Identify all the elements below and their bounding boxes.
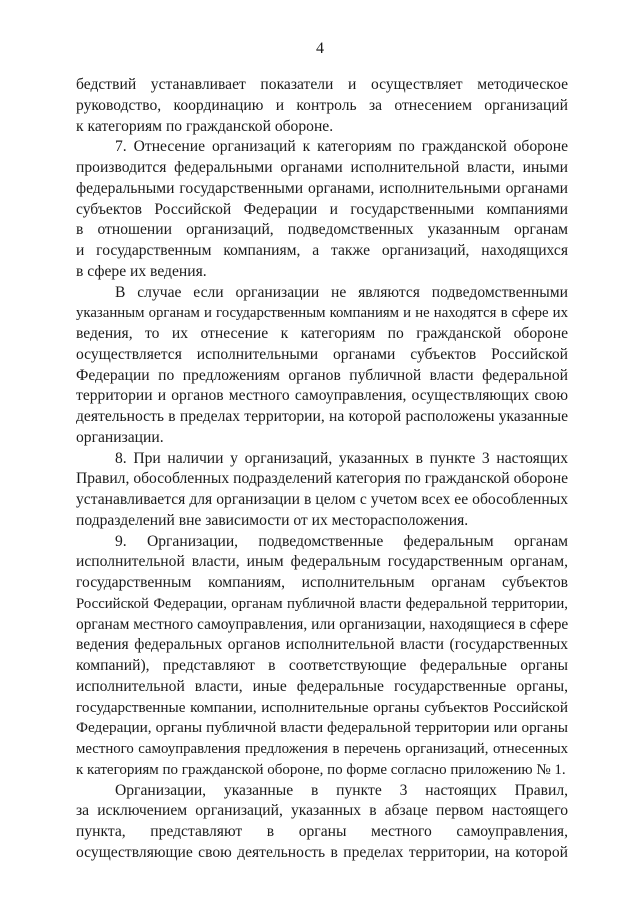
text-line: пункта, представляют в органы местного самоуправления, [76, 823, 568, 840]
text-line: 9. Организации, подведомственные федеральным органам [115, 532, 568, 550]
text-line: Российской Федерации, органам публичной власти федеральной территории, [76, 595, 568, 612]
text-line: осуществляется исполнительными органами субъектов Российской [76, 345, 568, 363]
text-line: указанным органам и государственным компаниям и не находятся в сфере их [76, 305, 568, 322]
text-line: 8. При наличии у организаций, указанных в пункте 3 настоящих [115, 449, 568, 467]
text-line: руководство, координацию и контроль за отнесением организаций [76, 96, 568, 114]
text-line: ведения, то их отнесение к категориям по гражданской обороне [76, 325, 568, 342]
text-line: в сфере их ведения. [76, 262, 207, 280]
text-line: организации. [76, 428, 164, 446]
text-line: федеральными государственными органами, исполнительными органами [76, 179, 568, 197]
text-line: осуществляющие свою деятельность в пределах территории, на которой [76, 843, 568, 861]
text-line: органам местного самоуправления, или организации, находящиеся в сфере [76, 615, 569, 633]
text-line: В случае если организации не являются подведомственными [115, 283, 568, 301]
text-line: бедствий устанавливает показатели и осуществляет методическое [76, 76, 568, 93]
text-line: исполнительной власти, иные федеральные государственные органы, [76, 677, 568, 695]
text-line: деятельность в пределах территории, на которой расположены указанные [76, 408, 568, 425]
body-text [76, 75, 568, 864]
text-line: государственным компаниям, исполнительным органам субъектов [76, 574, 568, 591]
text-line: Правил, обособленных подразделений категория по гражданской обороне [76, 470, 568, 488]
text-line: субъектов Российской Федерации и государственными компаниями [76, 200, 568, 218]
text-line: Организации, указанные в пункте 3 настоящих Правил, [115, 781, 568, 799]
text-line: местного самоуправления предложения в перечень организаций, отнесенных [76, 741, 568, 757]
text-line: к категориям по гражданской обороне, по форме согласно приложению № 1. [76, 761, 566, 778]
text-line: производится федеральными органами исполнительной власти, иными [76, 159, 568, 176]
text-line: подразделений вне зависимости от их месторасположения. [76, 511, 469, 529]
text-line: в отношении организаций, подведомственных указанным органам [76, 221, 568, 239]
text-line: 7. Отнесение организаций к категориям по гражданской обороне [115, 138, 568, 156]
text-line: ведения федеральных органов исполнительной власти (государственных [76, 636, 568, 654]
text-line: устанавливается для организации в целом с учетом всех ее обособленных [76, 491, 568, 508]
text-line: за исключением организаций, указанных в абзаце первом настоящего [76, 802, 568, 820]
text-line: Федерации по предложениям органов публичной власти федеральной [76, 366, 568, 384]
text-line: территории и органов местного самоуправления, осуществляющих свою [76, 387, 568, 405]
text-line: государственные компании, исполнительные органы субъектов Российской [76, 698, 568, 716]
page-number: 4 [316, 40, 324, 57]
text-line: к категориям по гражданской обороне. [76, 117, 334, 135]
text-line: и государственным компаниям, а также организаций, находящихся [76, 242, 568, 259]
text-line: Федерации, органы публичной власти федеральной территории или органы [76, 719, 568, 737]
text-line: компаний), представляют в соответствующие федеральные органы [76, 657, 568, 674]
text-line: исполнительной власти, иным федеральным государственным органам, [76, 553, 568, 571]
